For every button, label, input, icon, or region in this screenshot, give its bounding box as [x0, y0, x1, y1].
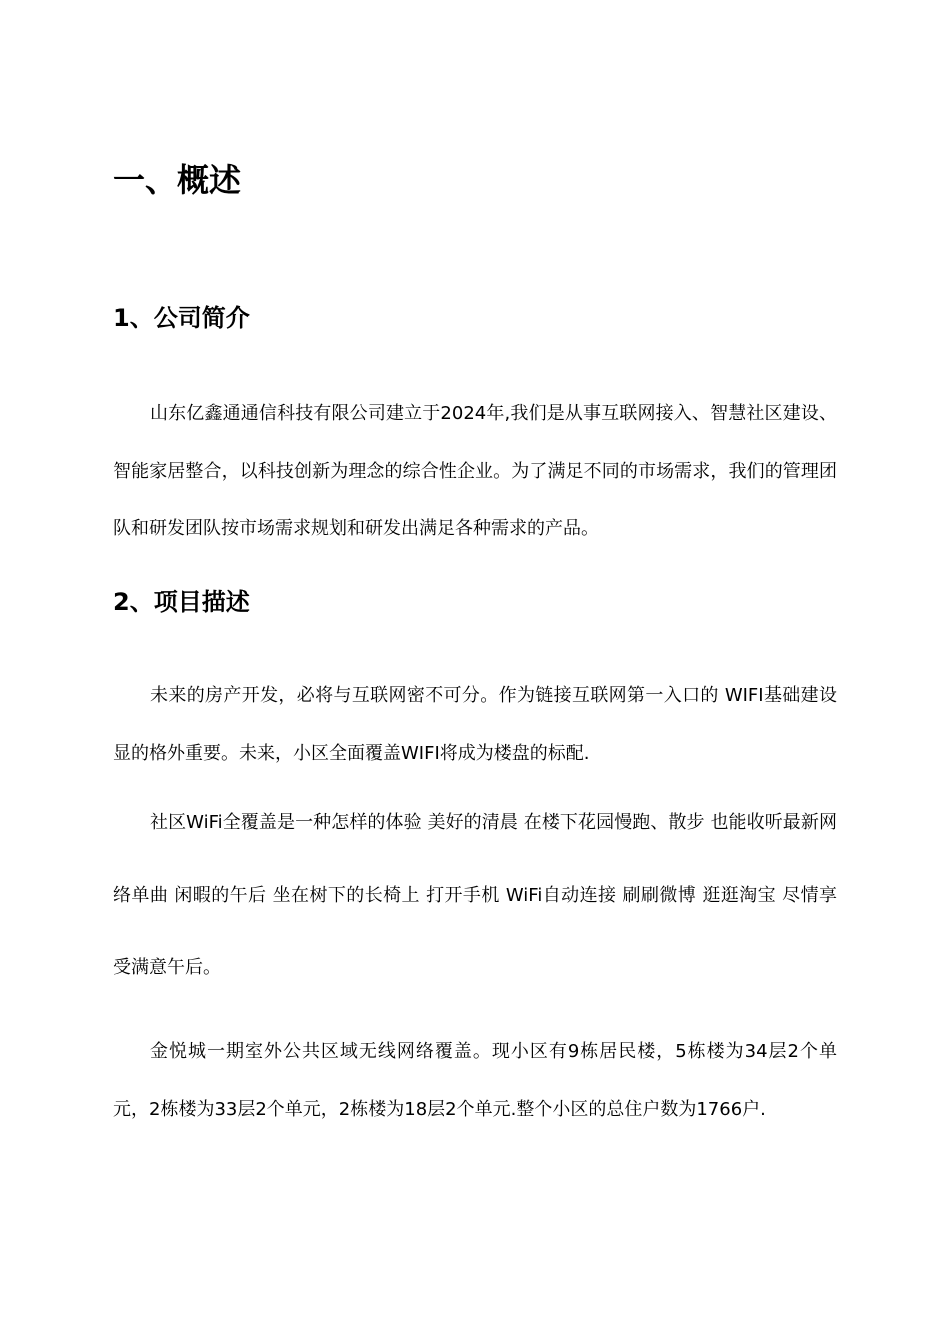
paragraph-project-scope: 金悦城一期室外公共区域无线网络覆盖。现小区有9栋居民楼，5栋楼为34层2个单元，2栋楼为33层2个单元，2栋楼为18层2个单元.整个小区的总住户数为1766户.	[113, 1041, 837, 1120]
section-heading-project-description: 2、项目描述	[113, 588, 250, 616]
paragraph-project-wifi-importance: 未来的房产开发，必将与互联网密不可分。作为链接互联网第一入口的 WIFI基础建设显的格外重要。未来，小区全面覆盖WIFI将成为楼盘的标配.	[113, 685, 837, 764]
section-heading-company-intro: 1、公司简介	[113, 304, 250, 332]
paragraph-community-wifi-experience: 社区WiFi全覆盖是一种怎样的体验 美好的清晨 在楼下花园慢跑、散步 也能收听最新网络单曲 闲暇的午后 坐在树下的长椅上 打开手机 WiFi自动连接 刷刷微博 逛逛淘宝 尽情享受满意午后。	[113, 812, 837, 978]
document-title: 一、概述	[113, 161, 242, 199]
paragraph-company-intro: 山东亿鑫通通信科技有限公司建立于2024年,我们是从事互联网接入、智慧社区建设、智能家居整合，以科技创新为理念的综合性企业。为了满足不同的市场需求，我们的管理团队和研发团队按市场需求规划和研发出满足各种需求的产品。	[113, 403, 837, 539]
